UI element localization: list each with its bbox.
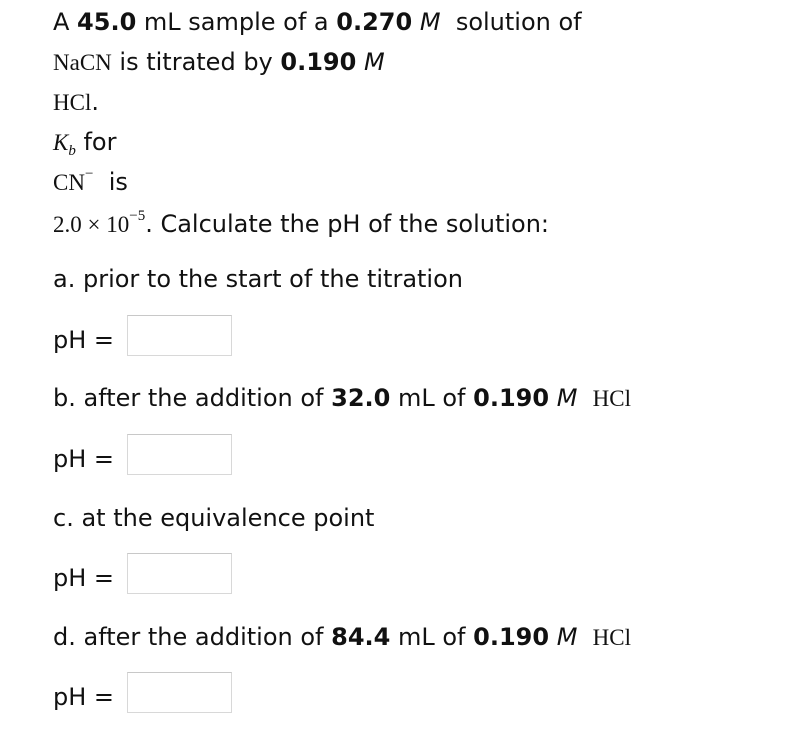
hcl-formula: HCl xyxy=(53,90,92,115)
part-c-prompt: c. at the equivalence point xyxy=(53,504,375,532)
problem-line-1: A 45.0 mL sample of a 0.270 M solution of xyxy=(53,8,582,36)
ph-label-b: pH = xyxy=(53,445,115,473)
ph-input-c[interactable] xyxy=(127,553,232,594)
ph-input-a[interactable] xyxy=(127,315,232,356)
problem-line-5: CN− is xyxy=(53,166,128,196)
nacn-concentration: 0.270 xyxy=(336,8,413,36)
ph-label-c: pH = xyxy=(53,564,115,592)
sample-volume: 45.0 xyxy=(77,8,137,36)
ph-input-b[interactable] xyxy=(127,434,232,475)
hcl-formula-b: HCl xyxy=(592,386,632,411)
cyanide-ion: CN− xyxy=(53,166,94,195)
hcl-formula-d: HCl xyxy=(592,625,632,650)
part-d-prompt: d. after the addition of 84.4 mL of 0.190 M HCl xyxy=(53,623,632,651)
problem-line-6: $2.0 \times 10^{-5}$. Calculate the pH of the solution: xyxy=(53,208,550,238)
hcl-concentration: 0.190 xyxy=(280,48,357,76)
problem-line-2: NaCN is titrated by 0.190 M xyxy=(53,48,385,76)
kb-value: $2.0 \times 10^{-5}$ xyxy=(53,208,146,237)
problem-line-4: $K_b$ for xyxy=(53,128,117,159)
ph-label-a: pH = xyxy=(53,326,115,354)
kb-symbol: $K_b$ xyxy=(53,130,76,159)
problem-line-3: HCl. xyxy=(53,88,99,116)
part-a-prompt: a. prior to the start of the titration xyxy=(53,265,463,293)
ph-label-d: pH = xyxy=(53,683,115,711)
ph-input-d[interactable] xyxy=(127,672,232,713)
part-b-prompt: b. after the addition of 32.0 mL of 0.190 M HCl xyxy=(53,384,632,412)
nacn-formula: NaCN xyxy=(53,50,112,75)
